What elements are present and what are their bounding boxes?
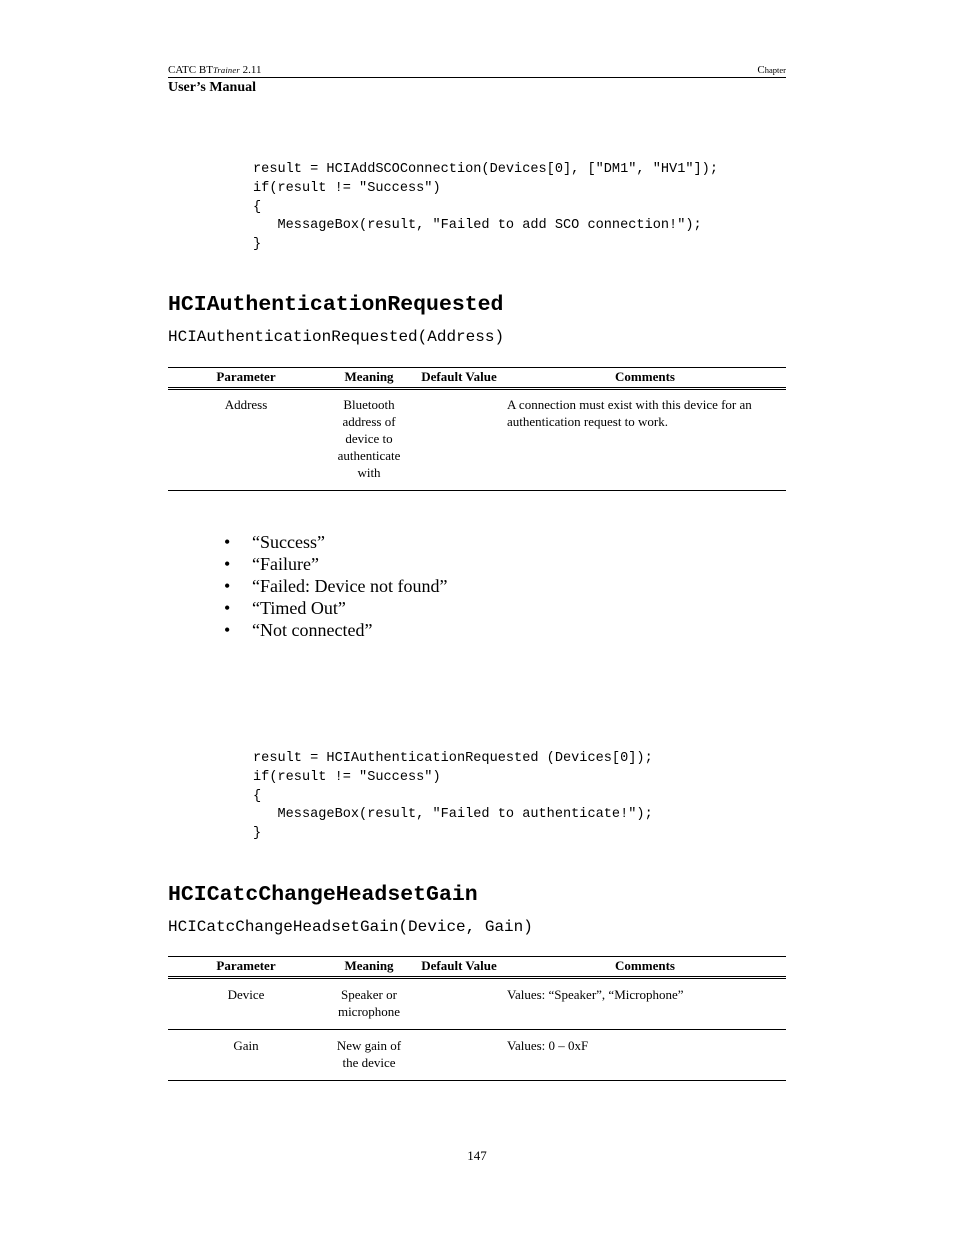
list-item: • “Not connected” [222, 619, 447, 641]
col-header-parameter: Parameter [168, 368, 324, 389]
cell-parameter: Gain [233, 1038, 259, 1053]
running-header-subtitle: User’s Manual [168, 80, 257, 95]
cell-comments: A connection must exist with this device for an authentication request to work. [507, 397, 752, 429]
col-header-comments: Comments [504, 957, 786, 978]
param-table-headset-gain [168, 956, 786, 1081]
header-rule [168, 77, 786, 78]
col-header-meaning: Meaning [324, 368, 414, 389]
cell-default [414, 1030, 504, 1081]
list-item: • “Failed: Device not found” [222, 575, 447, 597]
return-values-list [222, 531, 447, 641]
function-signature-headset-gain: HCICatcChangeHeadsetGain(Device, Gain) [168, 918, 533, 936]
code-example-add-sco: result = HCIAddSCOConnection(Devices[0], ["DM1", "HV1"]); if(result != "Success") { MessageBox(result, "Failed to add SCO connection!"); } [253, 162, 718, 253]
cell-meaning: Speaker or microphone [337, 987, 401, 1019]
table-row [168, 1030, 786, 1081]
list-item: • “Timed Out” [222, 597, 447, 619]
table-row [168, 389, 786, 491]
running-header-chapter: Chapter [757, 64, 786, 76]
table-header-row [168, 957, 786, 978]
param-table-auth [168, 367, 786, 491]
running-header-product: CATC BTTrainer 2.11 [168, 64, 262, 76]
cell-meaning: Bluetooth address of device to authenticate with [337, 397, 401, 480]
cell-parameter: Device [227, 987, 265, 1002]
cell-comments: Values: 0 – 0xF [507, 1038, 589, 1053]
code-example-authenticate: result = HCIAuthenticationRequested (Devices[0]); if(result != "Success") { MessageBox(result, "Failed to authenticate!"); } [253, 751, 653, 842]
col-header-default: Default Value [414, 957, 504, 978]
function-signature-auth: HCIAuthenticationRequested(Address) [168, 328, 505, 346]
table-row [168, 978, 786, 1030]
col-header-meaning: Meaning [324, 957, 414, 978]
cell-parameter: Address [224, 397, 268, 412]
cell-default [414, 978, 504, 1030]
cell-comments: Values: “Speaker”, “Microphone” [507, 987, 684, 1002]
col-header-comments: Comments [504, 368, 786, 389]
cell-default [414, 389, 504, 491]
col-header-parameter: Parameter [168, 957, 324, 978]
list-item: • “Failure” [222, 553, 447, 575]
cell-meaning: New gain of the device [336, 1038, 402, 1070]
section-title-headset-gain: HCICatcChangeHeadsetGain [168, 883, 478, 907]
list-item: • “Success” [222, 531, 447, 553]
table-header-row [168, 368, 786, 389]
page-number: 147 [467, 1148, 487, 1163]
product-name-italic: Trainer [212, 65, 240, 75]
col-header-default: Default Value [414, 368, 504, 389]
section-title-auth: HCIAuthenticationRequested [168, 293, 504, 317]
